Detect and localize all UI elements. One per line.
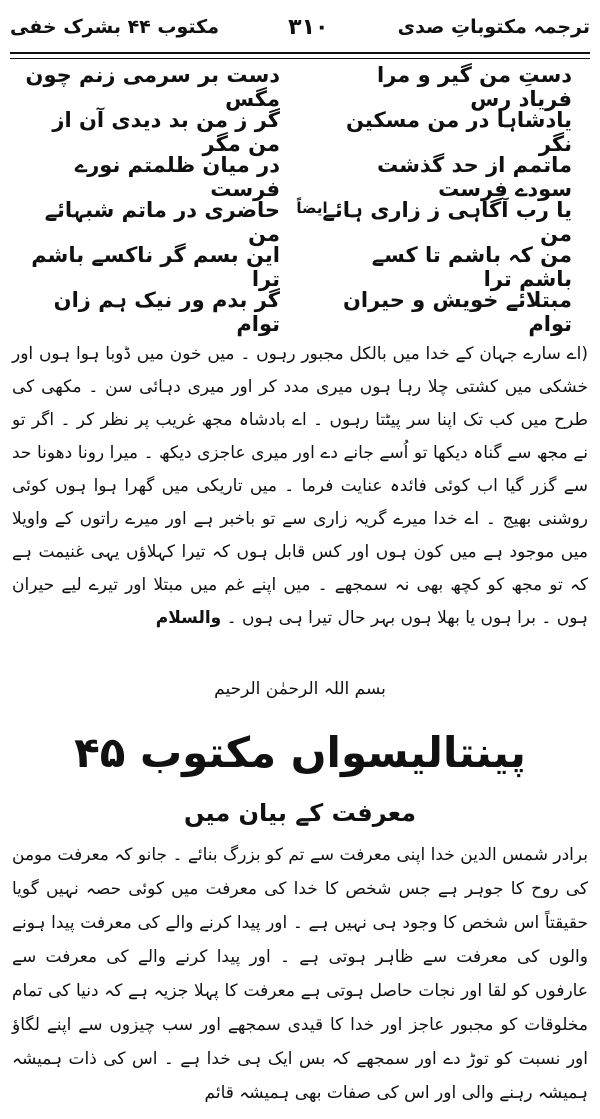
- translation-body: (اے سارے جہان کے خدا میں بالکل مجبور رہوں ۔ میں خون میں ڈوبا ہوا ہوں اور خشکی میں کشتی چلا رہا ہوں میری مدد کر اور میری دہائی سن ۔ مکھی کی طرح میں کب تک اپنا سر پیٹتا رہوں ۔ اے بادشاہ مجھ غریب پر نظر کر ۔ اگر تو نے مجھ سے گناہ دیکھا تو اُسے جانے دے اور میری عاجزی دیکھ ۔ میرا رونا دھونا حد سے گزر گیا اب کوئی فائدہ عنایت فرما ۔ میں تاریکی میں گھرا ہوا ہوں کوئی روشنی بھیج ۔ اے خدا میرے گریہ زاری سے تو باخبر ہے اور میرے راتوں کے واویلا میں موجود ہے میں کون ہوں اور کس قابل ہوں کہ تیرا کہلاؤں یہی غنیمت ہے کہ تو مجھ کو کچھ بھی نہ سمجھے ۔ میں اپنے غم میں مبتلا اور تیرے لیے حیران ہوں ۔ برا ہوں یا بھلا ہوں بہر حال تیرا ہی ہوں ۔: [12, 344, 588, 628]
- verse-first-half: یا رب آگاہی ز زاری ہائے من: [322, 197, 572, 246]
- persian-verses: [20, 64, 580, 336]
- verse-row: [20, 154, 580, 199]
- header-rule: [10, 52, 590, 54]
- verse-first-half: من کہ باشم تا کسے باشم ترا: [371, 242, 572, 291]
- verse-second-half: دست بر سرمی زنم چون مگس: [25, 62, 280, 111]
- verse-second-half: گر ز من بد دیدی آن از من مگر: [52, 107, 280, 156]
- verse-row: [20, 64, 580, 109]
- translation-paragraph: [12, 338, 588, 678]
- letter-reference: مکتوب ۴۴ بشرک خفی: [10, 16, 219, 38]
- verse-second-half: این بسم گر ناکسے باشم ترا: [31, 242, 280, 291]
- page-number: ۳۱۰: [288, 14, 329, 40]
- translation-text: [12, 338, 588, 635]
- verse-first-half: دستِ من گیر و مرا فریاد رس: [377, 62, 572, 111]
- book-title: ترجمہ مکتوباتِ صدی: [397, 16, 590, 38]
- closing-salutation: والسلام: [155, 608, 222, 628]
- verse-second-half: در میان ظلمتم نورے فرست: [74, 152, 280, 201]
- verse-row: [20, 109, 580, 154]
- verse-second-half: گر بدم ور نیک ہم زان توام: [53, 287, 280, 336]
- verse-first-half: مبتلائے خویش و حیران توام: [342, 287, 572, 336]
- bismillah: بسم اللہ الرحمٰن الرحیم: [214, 679, 386, 699]
- verse-first-half: ماتمم از حد گذشت سودے فرست: [376, 152, 572, 201]
- running-header: [10, 4, 590, 50]
- verse-row: [20, 289, 580, 334]
- header-rule-thin: [10, 58, 590, 59]
- verse-marker: ایضاً: [296, 199, 328, 217]
- letter-body: [12, 838, 588, 1118]
- letter-title: پینتالیسواں مکتوب ۴۵: [74, 728, 526, 777]
- letter-body-text: برادر شمس الدین خدا اپنی معرفت سے تم کو بزرگ بنائے ۔ جانو کہ معرفت مومن کی روح کا جوہر ہے جس شخص کا خدا کی معرفت میں کوئی حصہ نہیں گویا حقیقتاً اس شخص کا وجود ہی نہیں ہے ۔ اور پیدا کرنے والے کی معرفت پیدا ہونے والوں کی معرفت سے ظاہر ہوتی ہے ۔ اور پیدا کرنے والے کی معرفت سے عارفوں کو لقا اور نجات حاصل ہوتی ہے معرفت کا پہلا جزیہ ہے کہ دنیا کی تمام مخلوقات کو مجبور عاجز اور خدا کا قیدی سمجھے اور سب چیزوں سے اپنے لگاؤ اور نسبت کو توڑ دے اور سمجھے کہ بس ایک ہی خدا ہے ۔ اس کی ذات ہمیشہ ہمیشہ رہنے والی اور اس کی صفات بھی ہمیشہ قائم: [12, 845, 588, 1103]
- letter-subtitle: معرفت کے بیان میں: [183, 799, 417, 827]
- verse-second-half: حاضری در ماتم شبہائے من: [44, 197, 280, 246]
- verse-row: [20, 244, 580, 289]
- verse-first-half: یادشاہا در من مسکین نگر: [345, 107, 572, 156]
